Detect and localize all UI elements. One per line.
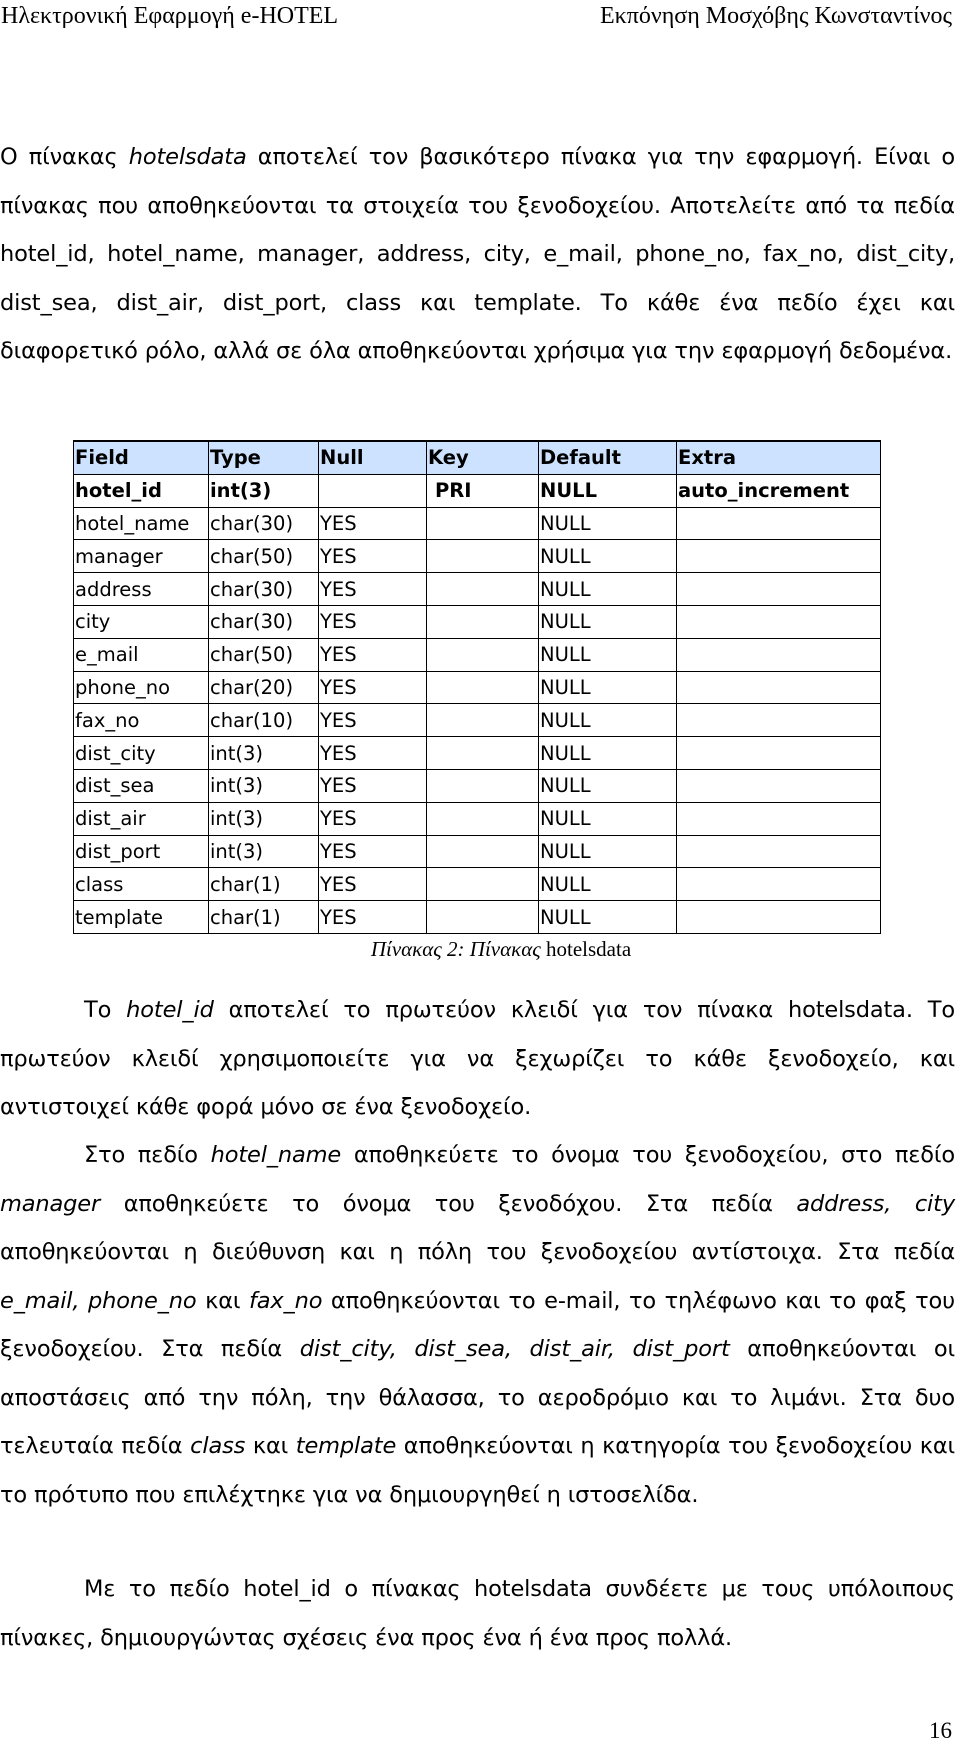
table-cell: YES bbox=[319, 802, 427, 835]
table-cell: NULL bbox=[539, 507, 677, 540]
table-cell: NULL bbox=[539, 901, 677, 934]
table-cell: NULL bbox=[539, 540, 677, 573]
table-row bbox=[74, 737, 881, 770]
table-cell bbox=[677, 638, 881, 671]
table-cell: NULL bbox=[539, 704, 677, 737]
table-cell: NULL bbox=[539, 671, 677, 704]
table-cell: YES bbox=[319, 901, 427, 934]
table-cell: phone_no bbox=[74, 671, 209, 704]
table-cell bbox=[427, 507, 539, 540]
paragraph-text: Με το πεδίο hotel_id ο πίνακας hotelsdata συνδέετε με τους υπόλοιπους πίνακες, δημιουργώντας σχέσεις ένα προς ένα ή ένα προς πολλά. bbox=[0, 1576, 955, 1651]
table-cell: char(30) bbox=[209, 573, 319, 606]
table-cell: dist_port bbox=[74, 835, 209, 868]
table-cell: NULL bbox=[539, 737, 677, 770]
table-row bbox=[74, 605, 881, 638]
table-row bbox=[74, 638, 881, 671]
page-number: 16 bbox=[929, 1718, 952, 1743]
table-cell: char(1) bbox=[209, 868, 319, 901]
fields-description-paragraph bbox=[0, 1131, 955, 1519]
table-cell bbox=[427, 868, 539, 901]
table-cell: YES bbox=[319, 737, 427, 770]
table-header-row bbox=[74, 441, 881, 474]
table-cell: e_mail bbox=[74, 638, 209, 671]
field-name: e_mail, phone_no bbox=[0, 1287, 197, 1314]
field-name: dist_city, dist_sea, dist_air, dist_port bbox=[299, 1336, 730, 1362]
table-cell bbox=[427, 901, 539, 934]
table-cell: char(1) bbox=[209, 901, 319, 934]
table-cell: YES bbox=[319, 868, 427, 901]
table-cell: YES bbox=[319, 704, 427, 737]
primary-key-paragraph bbox=[0, 986, 955, 1132]
table-cell bbox=[677, 671, 881, 704]
relations-paragraph bbox=[0, 1565, 955, 1662]
table-row bbox=[74, 769, 881, 802]
column-header: Null bbox=[319, 441, 427, 474]
table-cell: YES bbox=[319, 835, 427, 868]
table-cell bbox=[677, 868, 881, 901]
table-cell: hotel_id bbox=[74, 474, 209, 507]
table-row bbox=[74, 868, 881, 901]
header-author: Εκπόνηση Μοσχόβης Κωνσταντίνος bbox=[600, 3, 952, 29]
table-cell: YES bbox=[319, 507, 427, 540]
table-cell bbox=[677, 901, 881, 934]
fields-table bbox=[73, 440, 881, 934]
table-cell: YES bbox=[319, 671, 427, 704]
caption-prefix: Πίνακας 2: Πίνακας bbox=[370, 937, 541, 961]
table-cell: NULL bbox=[539, 605, 677, 638]
table-cell: NULL bbox=[539, 835, 677, 868]
table-cell: int(3) bbox=[209, 474, 319, 507]
table-cell bbox=[427, 638, 539, 671]
table-cell: NULL bbox=[539, 638, 677, 671]
table-cell bbox=[427, 737, 539, 770]
paragraph-text: και bbox=[245, 1433, 296, 1459]
column-header: Type bbox=[209, 441, 319, 474]
table-cell: NULL bbox=[539, 802, 677, 835]
table-cell: int(3) bbox=[209, 802, 319, 835]
caption-name: hotelsdata bbox=[540, 937, 632, 961]
table-cell: dist_air bbox=[74, 802, 209, 835]
intro-table-name: hotelsdata bbox=[128, 144, 247, 170]
column-header: Extra bbox=[677, 441, 881, 474]
table-cell bbox=[677, 737, 881, 770]
column-header: Key bbox=[427, 441, 539, 474]
table-row bbox=[74, 671, 881, 704]
table-cell bbox=[677, 605, 881, 638]
column-header: Default bbox=[539, 441, 677, 474]
table-row bbox=[74, 704, 881, 737]
table-cell bbox=[427, 835, 539, 868]
header-title: Ηλεκτρονική Εφαρμογή e-HOTEL bbox=[1, 3, 339, 29]
paragraph-text: αποτελεί το πρωτεύον κλειδί για τον πίνακα hotelsdata. Το πρωτεύον κλειδί χρησιμοποιείτε για να ξεχωρίζει το κάθε ξενοδοχείο, και αντιστοιχεί κάθε φορά μόνο σε ένα ξενοδοχείο. bbox=[0, 997, 955, 1120]
table-row bbox=[74, 474, 881, 507]
field-name: hotel_name bbox=[210, 1142, 342, 1168]
table-cell bbox=[677, 704, 881, 737]
paragraph-text: αποθηκεύονται το e-mail, το τηλέφωνο και το φαξ του ξενοδοχείου. Στα πεδία bbox=[0, 1287, 955, 1362]
table-cell bbox=[677, 802, 881, 835]
table-body bbox=[74, 474, 881, 933]
field-name: manager bbox=[0, 1190, 101, 1217]
intro-text: Ο πίνακας bbox=[0, 144, 129, 170]
table-cell: YES bbox=[319, 540, 427, 573]
table-cell: dist_city bbox=[74, 737, 209, 770]
table-cell: address bbox=[74, 573, 209, 606]
table-caption bbox=[0, 937, 960, 962]
table-cell: char(30) bbox=[209, 605, 319, 638]
table-cell: char(20) bbox=[209, 671, 319, 704]
paragraph-text: αποθηκεύετε το όνομα του ξενοδόχου. Στα πεδία bbox=[100, 1190, 797, 1217]
table-row bbox=[74, 835, 881, 868]
table-cell: PRI bbox=[427, 474, 539, 507]
paragraph-text: αποθηκεύονται η κατηγορία του ξενοδοχείου και το πρότυπο που επιλέχτηκε για να δημιουργηθεί η ιστοσελίδα. bbox=[0, 1433, 956, 1508]
table-cell: char(50) bbox=[209, 540, 319, 573]
table-cell bbox=[319, 474, 427, 507]
table-cell: int(3) bbox=[209, 769, 319, 802]
page-header bbox=[0, 0, 960, 34]
table-cell: char(30) bbox=[209, 507, 319, 540]
table-cell: int(3) bbox=[209, 835, 319, 868]
table-cell bbox=[677, 835, 881, 868]
table-cell: YES bbox=[319, 573, 427, 606]
table-cell bbox=[427, 802, 539, 835]
table-cell bbox=[427, 769, 539, 802]
table-cell bbox=[427, 540, 539, 573]
table-cell bbox=[677, 540, 881, 573]
table-cell: int(3) bbox=[209, 737, 319, 770]
table-cell bbox=[677, 507, 881, 540]
table-row bbox=[74, 540, 881, 573]
paragraph-text: Στο πεδίο bbox=[84, 1142, 211, 1168]
table-cell: auto_increment bbox=[677, 474, 881, 507]
table-row bbox=[74, 802, 881, 835]
table-row bbox=[74, 901, 881, 934]
table-cell bbox=[677, 769, 881, 802]
column-header: Field bbox=[74, 441, 209, 474]
table-cell: char(50) bbox=[209, 638, 319, 671]
table-cell: template bbox=[74, 901, 209, 934]
table-cell: hotel_name bbox=[74, 507, 209, 540]
table-cell: char(10) bbox=[209, 704, 319, 737]
table-cell: dist_sea bbox=[74, 769, 209, 802]
field-name: fax_no bbox=[248, 1287, 323, 1314]
intro-paragraph bbox=[0, 133, 955, 376]
paragraph-text: αποθηκεύονται η διεύθυνση και η πόλη του ξενοδοχείου αντίστοιχα. Στα πεδία bbox=[0, 1239, 955, 1265]
table-cell bbox=[427, 605, 539, 638]
table-cell: YES bbox=[319, 769, 427, 802]
field-name: hotel_id bbox=[126, 997, 214, 1023]
table-cell: NULL bbox=[539, 573, 677, 606]
field-name: template bbox=[295, 1433, 397, 1459]
table-cell: NULL bbox=[539, 868, 677, 901]
table-row bbox=[74, 573, 881, 606]
table-cell: NULL bbox=[539, 769, 677, 802]
field-name: address, city bbox=[796, 1190, 955, 1217]
table-cell: fax_no bbox=[74, 704, 209, 737]
table-cell bbox=[427, 671, 539, 704]
paragraph-text: και bbox=[196, 1287, 249, 1314]
table-row bbox=[74, 507, 881, 540]
table-cell: class bbox=[74, 868, 209, 901]
table-cell bbox=[427, 573, 539, 606]
table-cell bbox=[427, 704, 539, 737]
table-cell: city bbox=[74, 605, 209, 638]
field-name: class bbox=[190, 1433, 246, 1459]
table-cell: NULL bbox=[539, 474, 677, 507]
table-cell: YES bbox=[319, 638, 427, 671]
paragraph-text: αποθηκεύονται οι αποστάσεις από την πόλη, την θάλασσα, το αεροδρόμιο και το λιμάνι. Στα δυο τελευταία πεδία bbox=[0, 1336, 955, 1459]
paragraph-text: αποθηκεύετε το όνομα του ξενοδοχείου, στο πεδίο bbox=[341, 1142, 956, 1168]
table-cell bbox=[677, 573, 881, 606]
paragraph-text: Το bbox=[84, 997, 127, 1023]
table-cell: manager bbox=[74, 540, 209, 573]
table-cell: YES bbox=[319, 605, 427, 638]
intro-text: αποτελεί τον βασικότερο πίνακα για την εφαρμογή. Είναι ο πίνακας που αποθηκεύονται τα στοιχεία του ξενοδοχείου. Αποτελείτε από τα πεδία hotel_id, hotel_name, manager, address, city, e_mail, phone_no, fax_no, dist_city, dist_sea, dist_air, dist_port, class και template. Το κάθε ένα πεδίο έχει και διαφορετικό ρόλο, αλλά σε όλα αποθηκεύονται χρήσιμα για την εφαρμογή δεδομένα. bbox=[0, 144, 956, 364]
